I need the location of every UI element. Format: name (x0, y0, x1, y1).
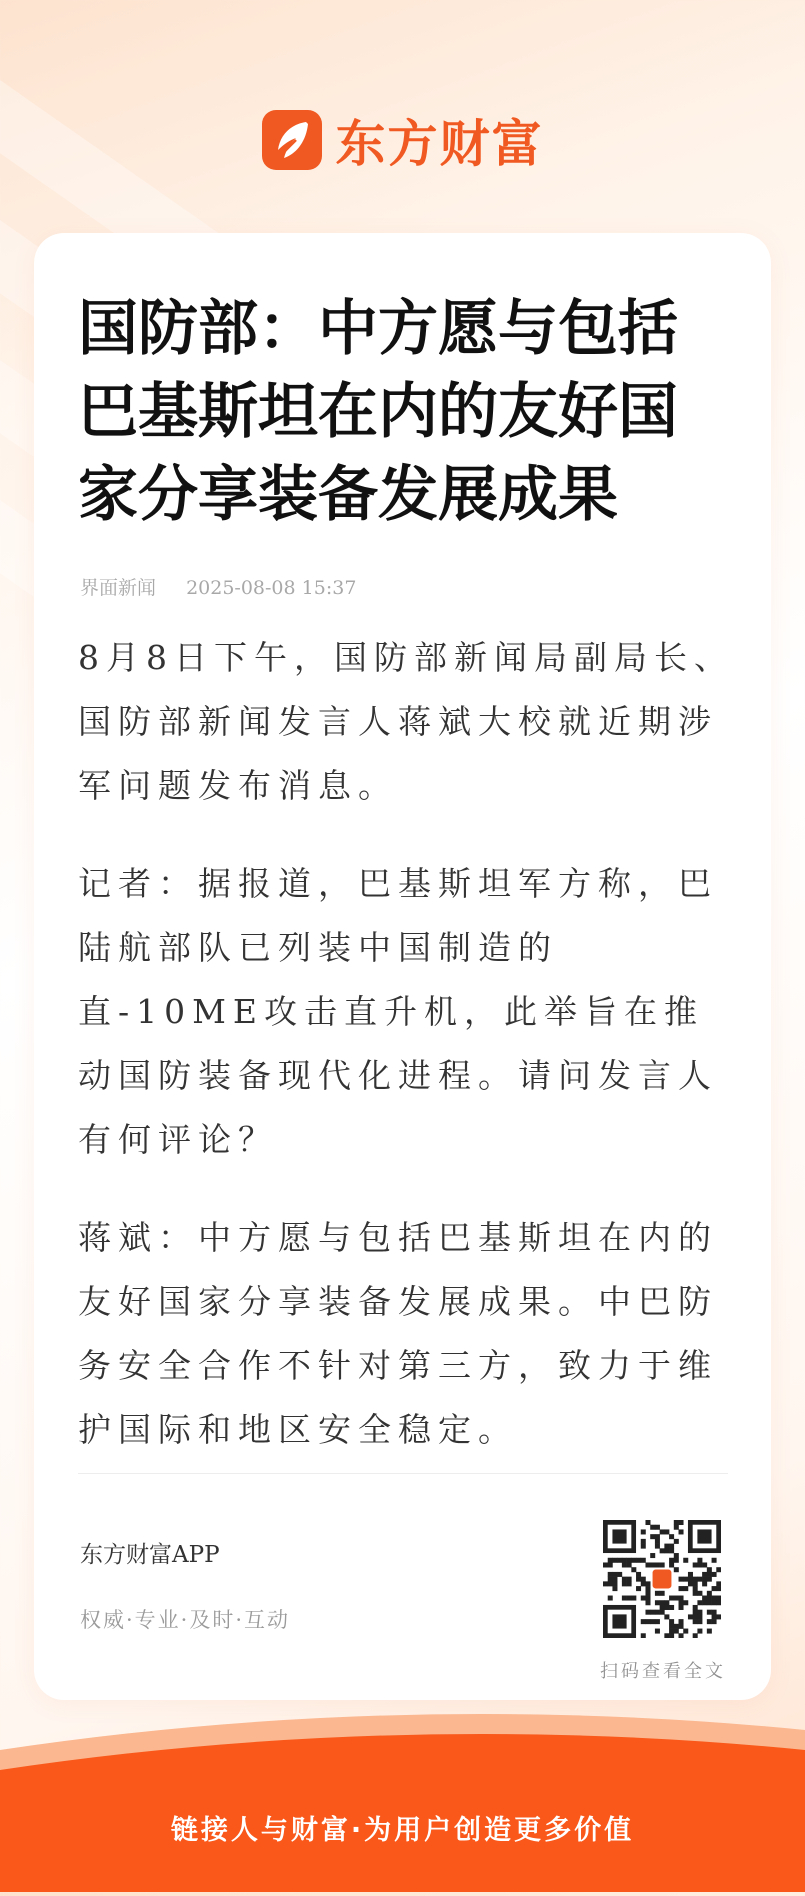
article-card (34, 233, 771, 1700)
divider (78, 1473, 728, 1474)
footer-band (0, 1700, 805, 1892)
paragraph: 蒋斌：中方愿与包括巴基斯坦在内的友好国家分享装备发展成果。中巴防务安全合作不针对第三方，致力于维护国际和地区安全稳定。 (78, 1218, 718, 1449)
feather-logo-icon (262, 110, 322, 170)
paragraph: 8月8日下午，国防部新闻局副局长、国防部新闻发言人蒋斌大校就近期涉军问题发布消息。 (78, 638, 734, 805)
article-meta (80, 573, 380, 600)
app-slogan: 权威·专业·及时·互动 (80, 1608, 291, 1632)
app-name: 东方财富APP (80, 1542, 220, 1568)
footer-slogan: 链接人与财富·为用户创造更多价值 (170, 1815, 635, 1846)
qr-caption: 扫码查看全文 (600, 1661, 726, 1682)
article-source: 界面新闻 (80, 577, 157, 599)
brand-name: 东方财富 (335, 115, 544, 173)
qr-code-icon[interactable] (603, 1520, 721, 1638)
paragraph: 记者：据报道，巴基斯坦军方称，巴陆航部队已列装中国制造的直-10ME攻击直升机，此举旨在推动国防装备现代化进程。请问发言人有何评论？ (78, 864, 718, 1159)
brand-header (0, 108, 805, 172)
article-body (78, 626, 734, 1496)
article-title: 国防部：中方愿与包括巴基斯坦在内的友好国家分享装备发展成果 (78, 294, 678, 530)
article-datetime: 2025-08-08 15:37 (186, 577, 357, 599)
